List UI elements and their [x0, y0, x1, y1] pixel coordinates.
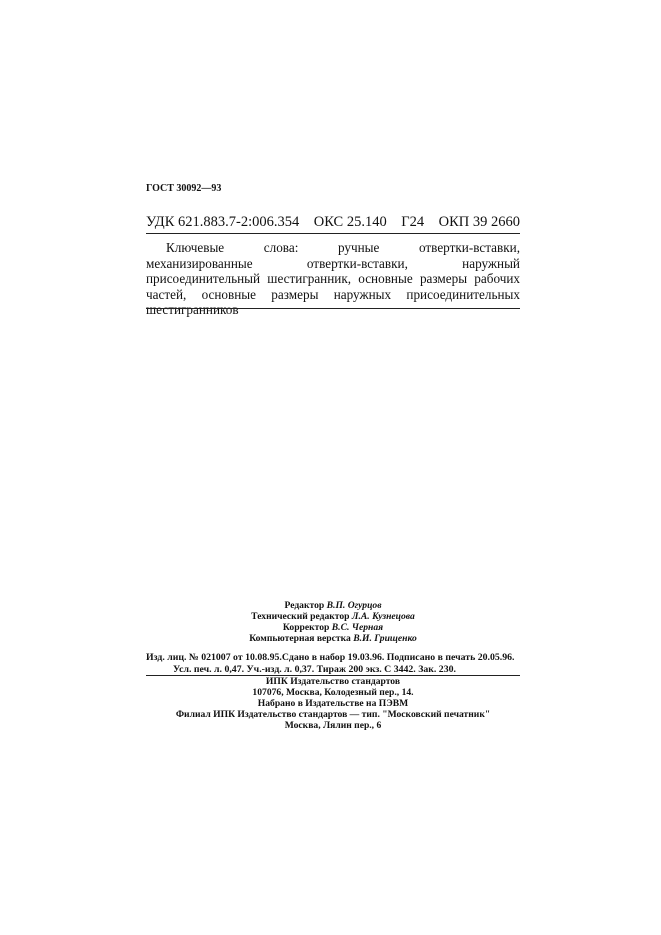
top-divider	[146, 233, 520, 234]
credits-block	[146, 600, 520, 644]
imprint-line-2: Усл. печ. л. 0,47. Уч.-изд. л. 0,37. Тираж 200 экз. С 3442. Зак. 230.	[173, 663, 456, 675]
publisher-block	[146, 676, 520, 731]
editor-line	[146, 600, 520, 611]
layout-label: Компьютерная верстка	[249, 633, 351, 644]
document-code: ГОСТ 30092—93	[146, 183, 222, 194]
typeset-note: Набрано в Издательстве на ПЭВМ	[257, 698, 409, 709]
layout-name: В.И. Грищенко	[353, 633, 417, 644]
branch-name: Филиал ИПК Издательство стандартов — тип. "Московский печатник"	[175, 709, 491, 720]
editor-label: Редактор	[284, 600, 325, 611]
publisher-address: 107076, Москва, Колодезный пер., 14.	[252, 687, 414, 698]
imprint-line-1: Изд. лиц. № 021007 от 10.08.95.Сдано в набор 19.03.96. Подписано в печать 20.05.96.	[146, 652, 515, 663]
proofreader-name: В.С. Черная	[331, 622, 384, 633]
tech-editor-label: Технический редактор	[251, 611, 350, 622]
okp-code: ОКП 39 2660	[438, 214, 520, 230]
branch-address: Москва, Лялин пер., 6	[284, 720, 382, 731]
classification-row	[146, 213, 520, 231]
tech-editor-name: Л.А. Кузнецова	[351, 611, 415, 622]
imprint-block	[146, 652, 520, 675]
tech-editor-line	[146, 611, 520, 622]
oks-code: ОКС 25.140	[313, 214, 387, 230]
publisher-name: ИПК Издательство стандартов	[265, 676, 401, 687]
proofreader-label: Корректор	[282, 622, 330, 633]
group-code: Г24	[401, 214, 425, 230]
editor-name: В.П. Огурцов	[326, 600, 382, 611]
udk-code: УДК 621.883.7-2:006.354	[146, 214, 300, 230]
keywords-bottom-divider	[146, 308, 520, 309]
proofreader-line	[146, 622, 520, 633]
layout-line	[146, 633, 520, 644]
keywords-paragraph: Ключевые слова: ручные отвертки-вставки, механизированные отвертки-вставки, наружный присоединительный шестигранник, основные размеры рабочих частей, основные размеры наружных присоединительных шестигранников	[146, 240, 520, 317]
